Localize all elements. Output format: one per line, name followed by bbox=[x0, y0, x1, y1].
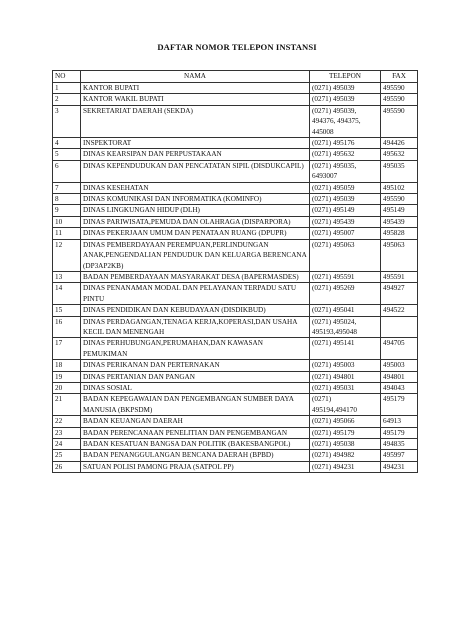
header-no: NO bbox=[53, 71, 81, 83]
row-number: 7 bbox=[53, 182, 81, 193]
table-row bbox=[53, 305, 418, 316]
agency-telephone bbox=[310, 427, 381, 438]
agency-fax: 495632 bbox=[381, 149, 418, 160]
agency-fax: 495179 bbox=[381, 427, 418, 438]
agency-name: DINAS LINGKUNGAN HIDUP (DLH) bbox=[81, 205, 310, 216]
table-row bbox=[53, 416, 418, 427]
agency-name: BADAN PERENCANAAN PENELITIAN DAN PENGEMBANGAN bbox=[81, 427, 310, 438]
table-row bbox=[53, 83, 418, 94]
row-number: 5 bbox=[53, 149, 81, 160]
agency-fax: 495063 bbox=[381, 239, 418, 271]
telephone-line: (0271) 495039 bbox=[312, 84, 355, 92]
table-row bbox=[53, 216, 418, 227]
agency-name: BADAN PEMBERDAYAAN MASYARAKAT DESA (BAPERMASDES) bbox=[81, 271, 310, 282]
agency-name: DINAS SOSIAL bbox=[81, 382, 310, 393]
agency-fax: 494522 bbox=[381, 305, 418, 316]
table-body bbox=[53, 83, 418, 473]
agency-fax: 495828 bbox=[381, 228, 418, 239]
agency-fax: 494043 bbox=[381, 382, 418, 393]
agency-telephone bbox=[310, 138, 381, 149]
agency-name: DINAS KOMUNIKASI DAN INFORMATIKA (KOMINFO) bbox=[81, 194, 310, 205]
agency-telephone bbox=[310, 283, 381, 305]
agency-fax: 495149 bbox=[381, 205, 418, 216]
table-row bbox=[53, 160, 418, 182]
telephone-line: (0271) 495632 bbox=[312, 150, 355, 159]
agency-name: SEKRETARIAT DAERAH (SEKDA) bbox=[81, 105, 310, 137]
row-number: 1 bbox=[53, 83, 81, 94]
agency-fax: 494801 bbox=[381, 371, 418, 382]
table-row bbox=[53, 271, 418, 282]
row-number: 14 bbox=[53, 283, 81, 305]
telephone-line: 445008 bbox=[312, 127, 334, 136]
telephone-line: (0271) 495179 bbox=[312, 428, 355, 437]
agency-name: DINAS KEARSIPAN DAN PERPUSTAKAAN bbox=[81, 149, 310, 160]
agency-fax: 495590 bbox=[381, 83, 418, 94]
agency-telephone bbox=[310, 105, 381, 137]
agency-fax: 494705 bbox=[381, 338, 418, 360]
agency-telephone bbox=[310, 228, 381, 239]
agency-name: KANTOR BUPATI bbox=[81, 83, 310, 94]
row-number: 23 bbox=[53, 427, 81, 438]
agency-telephone bbox=[310, 382, 381, 393]
agency-fax: 495179 bbox=[381, 394, 418, 416]
agency-name: KANTOR WAKIL BUPATI bbox=[81, 94, 310, 105]
agency-telephone bbox=[310, 316, 381, 338]
agency-name: BADAN KEUANGAN DAERAH bbox=[81, 416, 310, 427]
agency-telephone bbox=[310, 271, 381, 282]
agency-telephone bbox=[310, 439, 381, 450]
table-row bbox=[53, 450, 418, 461]
agency-name: INSPEKTORAT bbox=[81, 138, 310, 149]
agency-fax: 495035 bbox=[381, 160, 418, 182]
agency-name: SATUAN POLISI PAMONG PRAJA (SATPOL PP) bbox=[81, 461, 310, 472]
agency-telephone bbox=[310, 160, 381, 182]
table-row bbox=[53, 239, 418, 271]
table-header-row bbox=[53, 71, 418, 83]
agency-name: DINAS PARIWISATA,PEMUDA DAN OLAHRAGA (DISPARPORA) bbox=[81, 216, 310, 227]
row-number: 12 bbox=[53, 239, 81, 271]
telephone-line: (0271) 495035, bbox=[312, 161, 357, 170]
agency-fax: 495102 bbox=[381, 182, 418, 193]
table-row bbox=[53, 138, 418, 149]
agency-telephone bbox=[310, 360, 381, 371]
telephone-line: (0271) 494231 bbox=[312, 462, 355, 471]
table-row bbox=[53, 105, 418, 137]
agency-telephone bbox=[310, 205, 381, 216]
header-telepon: TELEPON bbox=[310, 71, 381, 83]
telephone-line: (0271) 495024, bbox=[312, 317, 357, 326]
agency-fax: 495003 bbox=[381, 360, 418, 371]
agency-fax: 494835 bbox=[381, 439, 418, 450]
table-row bbox=[53, 439, 418, 450]
agency-telephone bbox=[310, 182, 381, 193]
agency-name: DINAS PENANAMAN MODAL DAN PELAYANAN TERPADU SATU PINTU bbox=[81, 283, 310, 305]
row-number: 11 bbox=[53, 228, 81, 239]
agency-fax: 64913 bbox=[381, 416, 418, 427]
row-number: 26 bbox=[53, 461, 81, 472]
telephone-line: (0271) 495031 bbox=[312, 383, 355, 392]
table-row bbox=[53, 149, 418, 160]
table-row bbox=[53, 94, 418, 105]
row-number: 25 bbox=[53, 450, 81, 461]
table-row bbox=[53, 228, 418, 239]
row-number: 3 bbox=[53, 105, 81, 137]
agency-name: DINAS PEMBERDAYAAN PEREMPUAN,PERLINDUNGAN ANAK,PENGENDALIAN PENDUDUK DAN KELUARGA BERENCANA (DP3AP2KB) bbox=[81, 239, 310, 271]
table-row bbox=[53, 182, 418, 193]
agency-name: BADAN PENANGGULANGAN BENCANA DAERAH (BPBD) bbox=[81, 450, 310, 461]
agency-telephone bbox=[310, 83, 381, 94]
agency-telephone bbox=[310, 338, 381, 360]
agency-name: DINAS PERDAGANGAN,TENAGA KERJA,KOPERASI,DAN USAHA KECIL DAN MENENGAH bbox=[81, 316, 310, 338]
row-number: 21 bbox=[53, 394, 81, 416]
agency-fax: 495439 bbox=[381, 216, 418, 227]
row-number: 15 bbox=[53, 305, 81, 316]
agency-telephone bbox=[310, 305, 381, 316]
table-row bbox=[53, 461, 418, 472]
row-number: 2 bbox=[53, 94, 81, 105]
row-number: 19 bbox=[53, 371, 81, 382]
row-number: 20 bbox=[53, 382, 81, 393]
telephone-line: (0271) 495007 bbox=[312, 229, 355, 238]
agency-name: DINAS PERIKANAN DAN PERTERNAKAN bbox=[81, 360, 310, 371]
table-row bbox=[53, 205, 418, 216]
agency-fax: 495590 bbox=[381, 94, 418, 105]
telephone-line: (0271) 495039 bbox=[312, 95, 355, 104]
telephone-line: (0271) 495269 bbox=[312, 284, 355, 293]
telephone-line: 495194,494170 bbox=[312, 405, 357, 414]
agency-fax: 494927 bbox=[381, 283, 418, 305]
table-row bbox=[53, 194, 418, 205]
row-number: 24 bbox=[53, 439, 81, 450]
telephone-line: (0271) 495439 bbox=[312, 217, 355, 226]
table-row bbox=[53, 394, 418, 416]
agency-name: BADAN KEPEGAWAIAN DAN PENGEMBANGAN SUMBER DAYA MANUSIA (BKPSDM) bbox=[81, 394, 310, 416]
agency-telephone bbox=[310, 394, 381, 416]
agency-name: BADAN KESATUAN BANGSA DAN POLITIK (BAKESBANGPOL) bbox=[81, 439, 310, 450]
agency-telephone bbox=[310, 416, 381, 427]
agency-telephone bbox=[310, 94, 381, 105]
header-nama: NAMA bbox=[81, 71, 310, 83]
telephone-line: 495193,495048 bbox=[312, 327, 357, 336]
agency-name: DINAS PEKERJAAN UMUM DAN PENATAAN RUANG (DPUPR) bbox=[81, 228, 310, 239]
agency-fax bbox=[381, 316, 418, 338]
agency-telephone bbox=[310, 194, 381, 205]
table-row bbox=[53, 316, 418, 338]
row-number: 18 bbox=[53, 360, 81, 371]
row-number: 10 bbox=[53, 216, 81, 227]
telephone-line: (0271) 495059 bbox=[312, 183, 355, 192]
telephone-line: (0271) bbox=[312, 395, 332, 404]
row-number: 13 bbox=[53, 271, 81, 282]
phone-directory-table bbox=[52, 70, 418, 473]
agency-fax: 495590 bbox=[381, 194, 418, 205]
agency-name: DINAS PENDIDIKAN DAN KEBUDAYAAN (DISDIKBUD) bbox=[81, 305, 310, 316]
telephone-line: (0271) 495003 bbox=[312, 361, 355, 370]
agency-fax: 495590 bbox=[381, 105, 418, 137]
telephone-line: (0271) 495149 bbox=[312, 206, 355, 215]
agency-telephone bbox=[310, 149, 381, 160]
table-row bbox=[53, 338, 418, 360]
agency-telephone bbox=[310, 461, 381, 472]
agency-telephone bbox=[310, 216, 381, 227]
agency-name: DINAS KEPENDUDUKAN DAN PENCATATAN SIPIL (DISDUKCAPIL) bbox=[81, 160, 310, 182]
header-fax: FAX bbox=[381, 71, 418, 83]
table-row bbox=[53, 371, 418, 382]
agency-fax: 494426 bbox=[381, 138, 418, 149]
agency-fax: 494231 bbox=[381, 461, 418, 472]
telephone-line: (0271) 495039 bbox=[312, 195, 355, 204]
row-number: 6 bbox=[53, 160, 81, 182]
telephone-line: (0271) 495141 bbox=[312, 339, 355, 348]
telephone-line: (0271) 495176 bbox=[312, 139, 355, 148]
agency-name: DINAS PERTANIAN DAN PANGAN bbox=[81, 371, 310, 382]
telephone-line: (0271) 494982 bbox=[312, 451, 355, 460]
telephone-line: (0271) 495063 bbox=[312, 240, 355, 249]
agency-telephone bbox=[310, 371, 381, 382]
table-row bbox=[53, 360, 418, 371]
table-row bbox=[53, 283, 418, 305]
telephone-line: 494376, 494375, bbox=[312, 117, 361, 126]
document-title: DAFTAR NOMOR TELEPON INSTANSI bbox=[157, 42, 317, 52]
agency-fax: 495591 bbox=[381, 271, 418, 282]
row-number: 9 bbox=[53, 205, 81, 216]
table-row bbox=[53, 382, 418, 393]
row-number: 22 bbox=[53, 416, 81, 427]
telephone-line: (0271) 495039, bbox=[312, 106, 357, 115]
agency-fax: 495997 bbox=[381, 450, 418, 461]
telephone-line: (0271) 495591 bbox=[312, 272, 355, 281]
telephone-line: (0271) 495041 bbox=[312, 306, 355, 315]
agency-name: DINAS KESEHATAN bbox=[81, 182, 310, 193]
telephone-line: (0271) 494801 bbox=[312, 372, 355, 381]
row-number: 16 bbox=[53, 316, 81, 338]
agency-name: DINAS PERHUBUNGAN,PERUMAHAN,DAN KAWASAN PEMUKIMAN bbox=[81, 338, 310, 360]
telephone-line: (0271) 495066 bbox=[312, 417, 355, 426]
agency-telephone bbox=[310, 239, 381, 271]
row-number: 17 bbox=[53, 338, 81, 360]
row-number: 4 bbox=[53, 138, 81, 149]
row-number: 8 bbox=[53, 194, 81, 205]
telephone-line: (0271) 495038 bbox=[312, 440, 355, 448]
table-row bbox=[53, 427, 418, 438]
telephone-line: 6493007 bbox=[312, 172, 338, 181]
agency-telephone bbox=[310, 450, 381, 461]
